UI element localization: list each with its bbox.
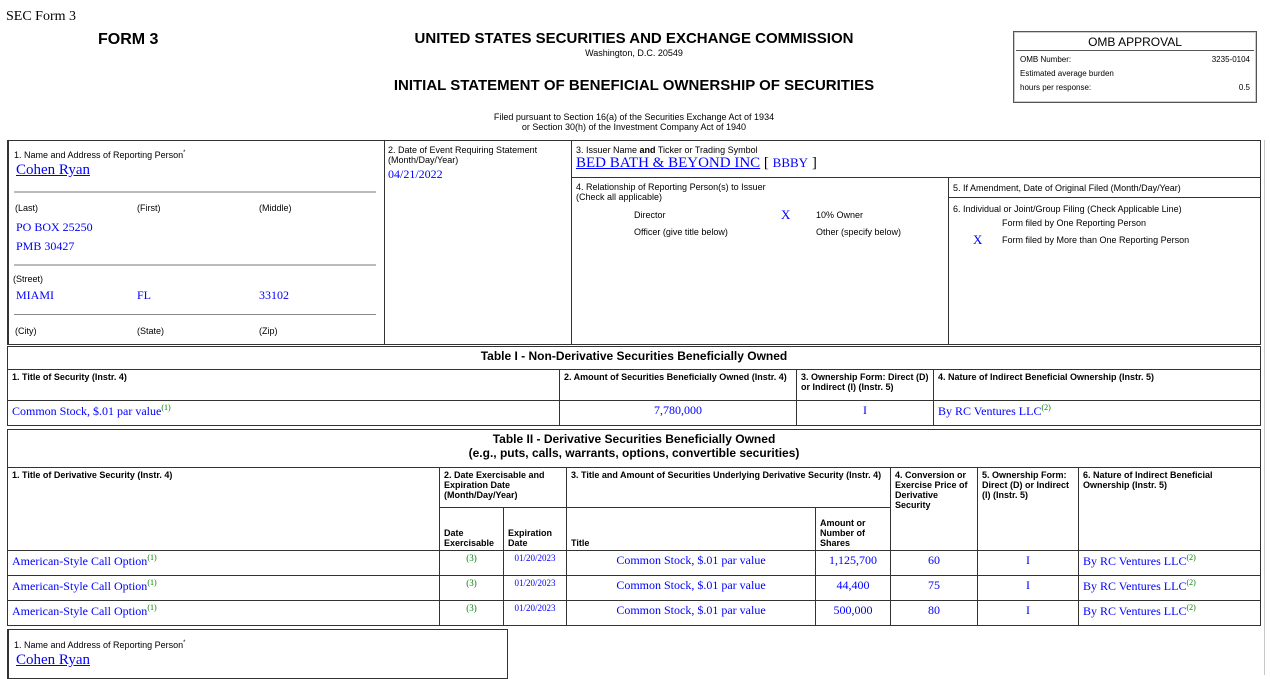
required-asterisk: * — [183, 640, 186, 646]
table-row — [8, 576, 1261, 601]
event-date-label: 2. Date of Event Requiring Statement — [388, 145, 538, 155]
filing-type-section — [948, 197, 1261, 345]
nature-of-ownership: By RC Ventures LLC$^{(2)}$ — [934, 401, 1261, 426]
table2-header-nature: 6. Nature of Indirect Beneficial Ownership (Instr. 5) — [1079, 468, 1261, 551]
table1-header-amount: 2. Amount of Securities Beneficially Owned (Instr. 4) — [560, 370, 797, 401]
zip-label: (Zip) — [259, 326, 278, 336]
footnote-ref: (2) — [1186, 578, 1196, 587]
footnote-ref: (2) — [1186, 603, 1196, 612]
ticker-symbol: BBBY — [772, 155, 809, 170]
underlying-shares: 44,400 — [816, 576, 891, 601]
ownership-form: I — [978, 576, 1079, 601]
filed-line-1: Filed pursuant to Section 16(a) of the Securities Exchange Act of 1934 — [493, 112, 775, 122]
footnote-ref: (1) — [161, 403, 171, 412]
reporting-person-label: 1. Name and Address of Reporting Person — [14, 640, 184, 650]
zip-value: 33102 — [259, 288, 289, 302]
nature-of-ownership: By RC Ventures LLC$^{(2)}$ — [1079, 601, 1261, 626]
footnote-ref: (1) — [147, 553, 157, 562]
table2-header-underlying: 3. Title and Amount of Securities Underlying Derivative Security (Instr. 4) — [567, 468, 891, 508]
statement-title: INITIAL STATEMENT OF BENEFICIAL OWNERSHIP OF SECURITIES — [393, 77, 875, 94]
footnote-ref: (2) — [1041, 403, 1051, 412]
form-title: FORM 3 — [98, 31, 159, 48]
middle-label: (Middle) — [259, 203, 292, 213]
underlying-title: Common Stock, $.01 par value — [567, 601, 816, 626]
event-date-format: (Month/Day/Year) — [388, 155, 459, 165]
exercise-price: 80 — [891, 601, 978, 626]
table2-header-dates: 2. Date Exercisable and Expiration Date (Month/Day/Year) — [440, 468, 567, 508]
underlying-title: Common Stock, $.01 par value — [567, 576, 816, 601]
amount-owned: 7,780,000 — [560, 401, 797, 426]
page-edge-divider — [1264, 140, 1265, 675]
omb-number-label: OMB Number: — [1020, 55, 1072, 64]
city-label: (City) — [15, 326, 37, 336]
first-label: (First) — [137, 203, 161, 213]
last-label: (Last) — [15, 203, 39, 213]
derivative-title: American-Style Call Option$^{(1)}$ — [8, 576, 440, 601]
table1-title: Table I - Non-Derivative Securities Beneficially Owned — [8, 347, 1261, 370]
table2-header-price: 4. Conversion or Exercise Price of Derivative Security — [891, 468, 978, 551]
sec-form-label: SEC Form 3 — [6, 9, 77, 24]
table-row — [8, 601, 1261, 626]
table-derivative — [7, 429, 1261, 626]
agency-location: Washington, D.C. 20549 — [585, 48, 683, 58]
underlying-title: Common Stock, $.01 par value — [567, 551, 816, 576]
footnote-ref: (1) — [147, 603, 157, 612]
required-asterisk: * — [183, 150, 186, 156]
omb-approval-box — [1013, 31, 1257, 103]
filed-pursuant-note — [380, 112, 888, 132]
table2-header-shares: Amount or Number of Shares — [816, 508, 891, 551]
omb-title: OMB APPROVAL — [1016, 34, 1254, 51]
additional-reporting-person-section — [7, 629, 508, 679]
date-exercisable: (3) — [440, 551, 504, 576]
underlying-shares: 500,000 — [816, 601, 891, 626]
director-option: Director — [634, 210, 666, 220]
issuer-section — [571, 140, 1261, 178]
security-title: Common Stock, $.01 par value$^{(1)}$ — [8, 401, 560, 426]
event-date-value: 04/21/2022 — [388, 167, 443, 181]
date-exercisable: (3) — [440, 601, 504, 626]
table2-header-title: 1. Title of Derivative Security (Instr. 4) — [8, 468, 440, 551]
state-label: (State) — [137, 326, 165, 336]
issuer-label: 3. Issuer Name and Ticker or Trading Symbol — [576, 145, 758, 155]
expiration-date: 01/20/2023 — [504, 601, 567, 626]
street-label: (Street) — [13, 274, 44, 284]
omb-number-value: 3235-0104 — [1211, 55, 1250, 64]
reporting-person-name-link[interactable]: Cohen Ryan — [16, 652, 90, 668]
table1-header-title: 1. Title of Security (Instr. 4) — [8, 370, 560, 401]
ownership-form: I — [797, 401, 934, 426]
issuer-name-link[interactable]: BED BATH & BEYOND INC — [576, 155, 761, 171]
filing-type-label: 6. Individual or Joint/Group Filing (Check Applicable Line) — [953, 204, 1182, 214]
expiration-date: 01/20/2023 — [504, 551, 567, 576]
street-line-1: PO BOX 25250 — [16, 220, 93, 234]
ticker-bracket-open: [ — [763, 155, 769, 171]
city-value: MIAMI — [16, 288, 54, 302]
table2-title: Table II - Derivative Securities Beneficially Owned (e.g., puts, calls, warrants, options, convertible securities) — [8, 430, 1261, 468]
table-row — [8, 401, 1261, 426]
exercise-price: 75 — [891, 576, 978, 601]
other-option: Other (specify below) — [816, 227, 902, 237]
amendment-label: 5. If Amendment, Date of Original Filed (Month/Day/Year) — [953, 183, 1181, 193]
nature-of-ownership: By RC Ventures LLC$^{(2)}$ — [1079, 551, 1261, 576]
one-person-option: Form filed by One Reporting Person — [1002, 218, 1147, 228]
derivative-title: American-Style Call Option$^{(1)}$ — [8, 601, 440, 626]
table2-header-expiration: Expiration Date — [504, 508, 567, 551]
underlying-shares: 1,125,700 — [816, 551, 891, 576]
ownership-form: I — [978, 551, 1079, 576]
table-row — [8, 551, 1261, 576]
more-persons-option: Form filed by More than One Reporting Person — [1002, 235, 1190, 245]
ownership-form: I — [978, 601, 1079, 626]
filed-line-2: or Section 30(h) of the Investment Company Act of 1940 — [521, 122, 747, 132]
table-non-derivative — [7, 346, 1261, 426]
agency-name: UNITED STATES SECURITIES AND EXCHANGE COMMISSION — [414, 30, 854, 47]
omb-hours-label: hours per response: — [1020, 83, 1092, 92]
reporting-person-name-link[interactable]: Cohen Ryan — [16, 162, 90, 178]
relationship-hint: (Check all applicable) — [576, 192, 663, 202]
ten-pct-owner-option: 10% Owner — [816, 210, 864, 220]
expiration-date: 01/20/2023 — [504, 576, 567, 601]
relationship-label: 4. Relationship of Reporting Person(s) to Issuer — [576, 182, 766, 192]
agency-header — [380, 30, 888, 58]
more-persons-checkmark: X — [973, 232, 983, 247]
omb-burden-label: Estimated average burden — [1020, 69, 1114, 78]
amendment-section — [948, 177, 1261, 198]
table2-header-form: 5. Ownership Form: Direct (D) or Indirect (I) (Instr. 5) — [978, 468, 1079, 551]
event-date-section — [384, 140, 572, 345]
officer-option: Officer (give title below) — [634, 227, 728, 237]
ticker-bracket-close: ] — [811, 155, 817, 171]
date-exercisable: (3) — [440, 576, 504, 601]
reporting-person-label: 1. Name and Address of Reporting Person — [14, 150, 184, 160]
nature-of-ownership: By RC Ventures LLC$^{(2)}$ — [1079, 576, 1261, 601]
footnote-ref: (1) — [147, 578, 157, 587]
reporting-person-section — [7, 140, 385, 345]
table2-header-exercisable: Date Exercisable — [440, 508, 504, 551]
omb-hours-value: 0.5 — [1238, 83, 1250, 92]
derivative-title: American-Style Call Option$^{(1)}$ — [8, 551, 440, 576]
table1-header-nature: 4. Nature of Indirect Beneficial Ownership (Instr. 5) — [934, 370, 1261, 401]
street-line-2: PMB 30427 — [16, 239, 75, 253]
table1-header-form: 3. Ownership Form: Direct (D) or Indirect (I) (Instr. 5) — [797, 370, 934, 401]
relationship-section — [571, 177, 949, 345]
exercise-price: 60 — [891, 551, 978, 576]
state-value: FL — [137, 288, 152, 302]
ten-pct-owner-checkmark: X — [781, 207, 791, 222]
table2-header-underlying-title: Title — [567, 508, 816, 551]
footnote-ref: (2) — [1186, 553, 1196, 562]
